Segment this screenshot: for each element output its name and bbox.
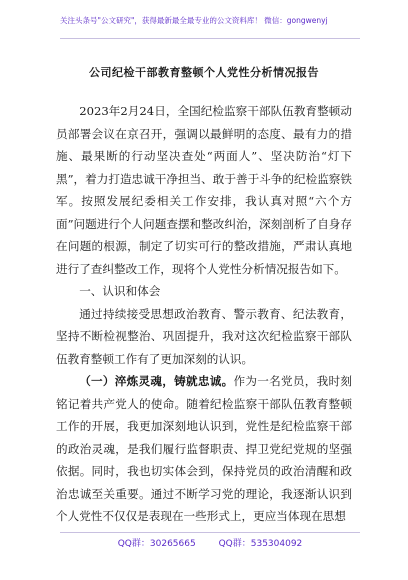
page-footer: [60, 536, 360, 554]
intro-paragraph: 2023年2月24日，全国纪检监察干部队伍教育整顿动员部署会议在京召开，强调以最鲜明的态度、最有力的措施、最果断的行动坚决查处“两面人”、坚决防治“灯下黑”，着力打造忠诚干净担当、敢于善于斗争的纪检监察铁军。按照发展纪委相关工作安排，我认真对照“六个方面”问题进行个人问题查摆和整改纠治，深刻剖析了自身存在问题的根源，制定了切实可行的整改措施，严肃认真地进行了查纠整改工作，现将个人党性分析情况报告如下。: [56, 104, 352, 276]
section-paragraph: 通过持续接受思想政治教育、警示教育、纪法教育，坚持不断检视整治、巩固提升，我对这次纪检监察干部队伍教育整顿工作有了更加深刻的认识。: [56, 306, 352, 366]
subsection-paragraph: [56, 370, 352, 528]
document-body: [56, 100, 352, 528]
footer-divider: [60, 532, 360, 533]
footer-qq-group-1: QQ群：30265665: [117, 539, 196, 549]
header-divider: [60, 38, 360, 39]
document-title: 公司纪检干部教育整顿个人党性分析情况报告: [89, 66, 319, 79]
header-promo-text: 关注头条号"公文研究"，获得最新最全最专业的公文资料库！ 微信：gongwenyj: [60, 16, 328, 25]
page-header: [60, 14, 360, 36]
footer-qq-group-2: QQ群：535304092: [218, 539, 303, 549]
subsection-text: 作为一名党员，我时刻铭记着共产党人的使命。随着纪检监察干部队伍教育整顿工作的开展，我更加深刻地认识到，党性是纪检监察干部的政治灵魂，是我们履行监督职责、捍卫党纪党规的坚强依据。同时，我也切实体会到，保持党员的政治清醒和政治忠诚至关重要。通过不断学习党的理论，我逐渐认识到个人党性不仅仅是表现在一些形式上，更应当体现在思想: [56, 374, 352, 523]
section-heading: 一、认识和体会: [79, 284, 161, 298]
subsection-label: （一）淬炼灵魂，铸就忠诚。: [79, 374, 234, 388]
